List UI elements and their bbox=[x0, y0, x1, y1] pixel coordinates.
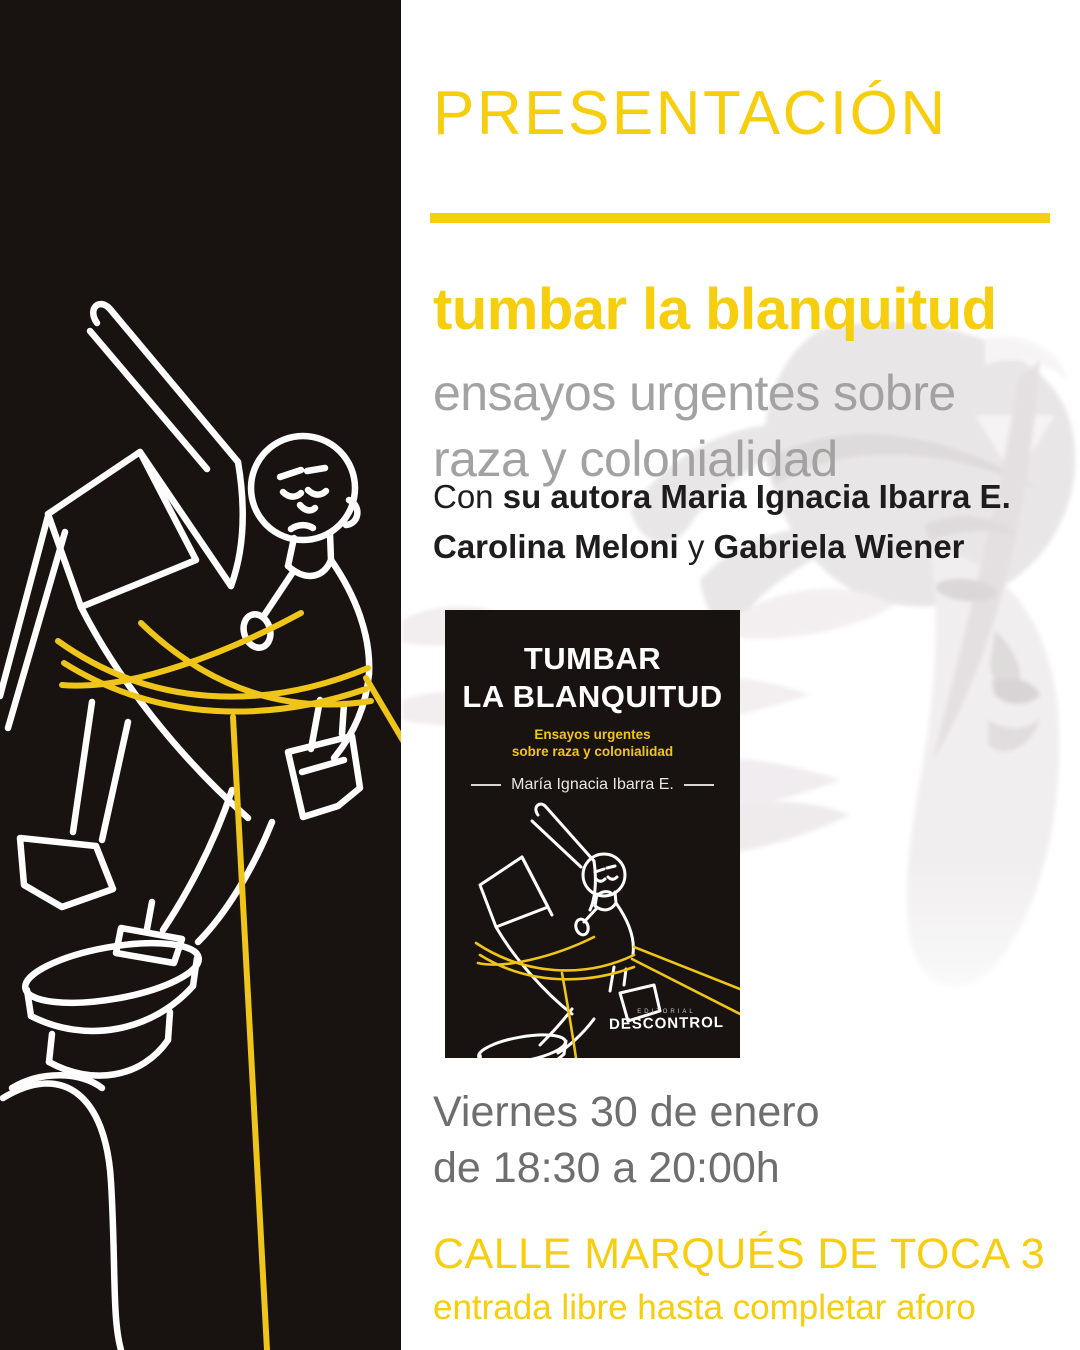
publisher-name: DESCONTROL bbox=[608, 1013, 725, 1034]
entry-note: entrada libre hasta completar aforo bbox=[433, 1288, 976, 1327]
cover-subtitle bbox=[445, 726, 740, 760]
author-gabriela-wiener: Gabriela Wiener bbox=[713, 528, 965, 565]
cover-subtitle-line2: sobre raza y colonialidad bbox=[511, 744, 674, 759]
divider-line bbox=[430, 213, 1050, 223]
cover-title bbox=[445, 640, 740, 716]
event-date bbox=[433, 1084, 820, 1196]
event-date-line1: Viernes 30 de enero bbox=[433, 1088, 820, 1136]
publisher-logo bbox=[609, 1009, 724, 1032]
author-rule-right bbox=[684, 784, 714, 786]
authors-line2 bbox=[433, 522, 1011, 572]
yellow-ropes bbox=[58, 613, 401, 1350]
cover-title-line2: LA BLANQUITUD bbox=[462, 679, 723, 714]
cover-author-name: María Ignacia Ibarra E. bbox=[511, 776, 674, 793]
con-prefix: Con bbox=[433, 478, 503, 515]
cover-subtitle-line1: Ensayos urgentes bbox=[534, 727, 651, 742]
authors-text bbox=[433, 472, 1011, 572]
author-main: su autora Maria Ignacia Ibarra E. bbox=[502, 478, 1011, 515]
publisher-label: EDITORIAL bbox=[637, 1009, 696, 1015]
cover-title-line1: TUMBAR bbox=[523, 641, 662, 676]
author-rule-left bbox=[471, 784, 501, 786]
book-subtitle-line1: ensayos urgentes sobre bbox=[433, 365, 956, 421]
authors-line1 bbox=[433, 472, 1011, 522]
book-subtitle-line2: raza y colonialidad bbox=[433, 431, 838, 487]
author-carolina-meloni: Carolina Meloni bbox=[433, 528, 679, 565]
event-time: de 18:30 a 20:00h bbox=[433, 1144, 780, 1192]
toppled-statue-illustration bbox=[0, 0, 401, 1350]
book-cover bbox=[445, 610, 740, 1058]
book-title: tumbar la blanquitud bbox=[433, 277, 997, 342]
authors-separator: y bbox=[678, 528, 714, 565]
left-panel bbox=[0, 0, 401, 1350]
event-address: CALLE MARQUÉS DE TOCA 3 bbox=[433, 1230, 1046, 1278]
presentation-heading: PRESENTACIÓN bbox=[433, 79, 948, 148]
cover-author-row bbox=[445, 776, 740, 794]
